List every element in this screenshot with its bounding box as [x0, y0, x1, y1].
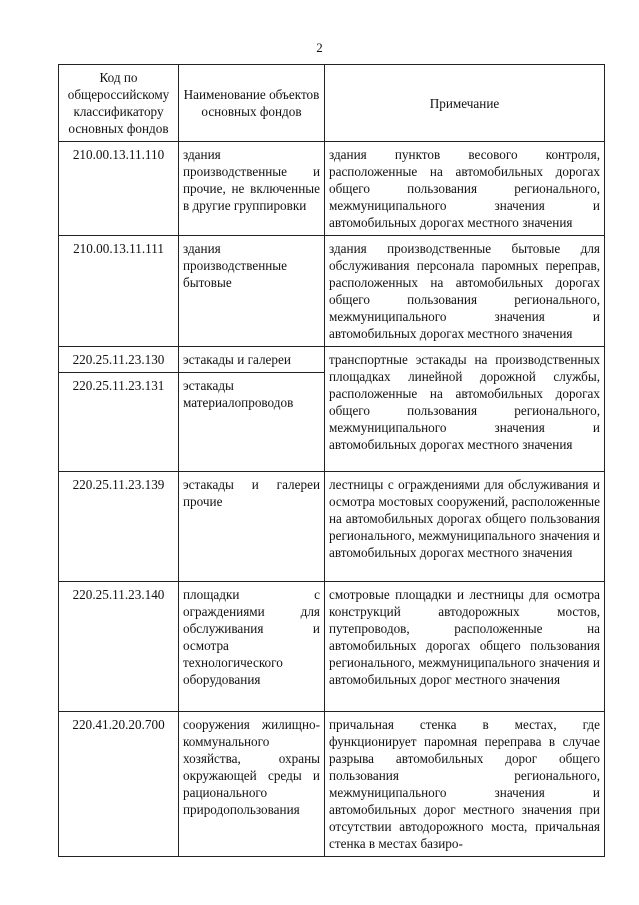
row-note: транспортные эстакады на производственных площадках линейной дорожной службы, расположенные на автомобильных дорогах общего пользования регионального, межмуниципального значения и автомобильных дорогах местного значения	[325, 347, 605, 472]
row-note: смотровые площадки и лестницы для осмотра конструкций автодорожных мостов, путепроводов, расположенные на автомобильных дорогах общего пользования регионального, межмуниципального значения и автомобильных дорог местного значения	[325, 582, 605, 712]
header-note: Примечание	[325, 65, 605, 142]
row-name: эстакады и галереи прочие	[179, 472, 325, 582]
row-code: 220.25.11.23.140	[59, 582, 179, 712]
row-note: здания производственные бытовые для обслуживания персонала паромных переправ, расположенных на автомобильных дорогах общего пользования регионального, межмуниципального значения и автомобильных дорогах местного значения	[325, 236, 605, 347]
header-name: Наименование объектов основных фондов	[179, 65, 325, 142]
row-code: 220.41.20.20.700	[59, 712, 179, 857]
row-code: 220.25.11.23.139	[59, 472, 179, 582]
table-header-row	[59, 65, 605, 142]
fixed-assets-table	[58, 64, 605, 857]
table-row	[59, 712, 605, 857]
table-row	[59, 347, 605, 373]
row-name: сооружения жилищно-коммунального хозяйства, охраны окружающей среды и рационального природопользования	[179, 712, 325, 857]
row-code: 220.25.11.23.131	[59, 373, 179, 472]
row-code: 210.00.13.11.111	[59, 236, 179, 347]
table-row	[59, 472, 605, 582]
row-name: здания производственные бытовые	[179, 236, 325, 347]
header-code: Код по общероссийскому классификатору основных фондов	[59, 65, 179, 142]
row-note: здания пунктов весового контроля, расположенные на автомобильных дорогах общего пользования регионального, межмуниципального значения и автомобильных дорогах местного значения	[325, 142, 605, 236]
row-note: причальная стенка в местах, где функционирует паромная переправа в случае разрыва автомобильных дорог общего пользования регионального, межмуниципального значения и автомобильных дорог местного значения при отсутствии автодорожного моста, причальная стенка в местах базиро-	[325, 712, 605, 857]
table-row	[59, 142, 605, 236]
row-name: здания производственные и прочие, не включенные в другие группировки	[179, 142, 325, 236]
table-row	[59, 236, 605, 347]
row-name: площадки с ограждениями для обслуживания и осмотра технологического оборудования	[179, 582, 325, 712]
page-number: 2	[316, 40, 323, 55]
row-code: 220.25.11.23.130	[59, 347, 179, 373]
row-note: лестницы с ограждениями для обслуживания и осмотра мостовых сооружений, расположенные на автомобильных дорогах общего пользования регионального, межмуниципального значения и автомобильных дорогах местного значения	[325, 472, 605, 582]
row-name: эстакады материалопроводов	[179, 373, 325, 472]
table-row	[59, 582, 605, 712]
row-code: 210.00.13.11.110	[59, 142, 179, 236]
row-name: эстакады и галереи	[179, 347, 325, 373]
